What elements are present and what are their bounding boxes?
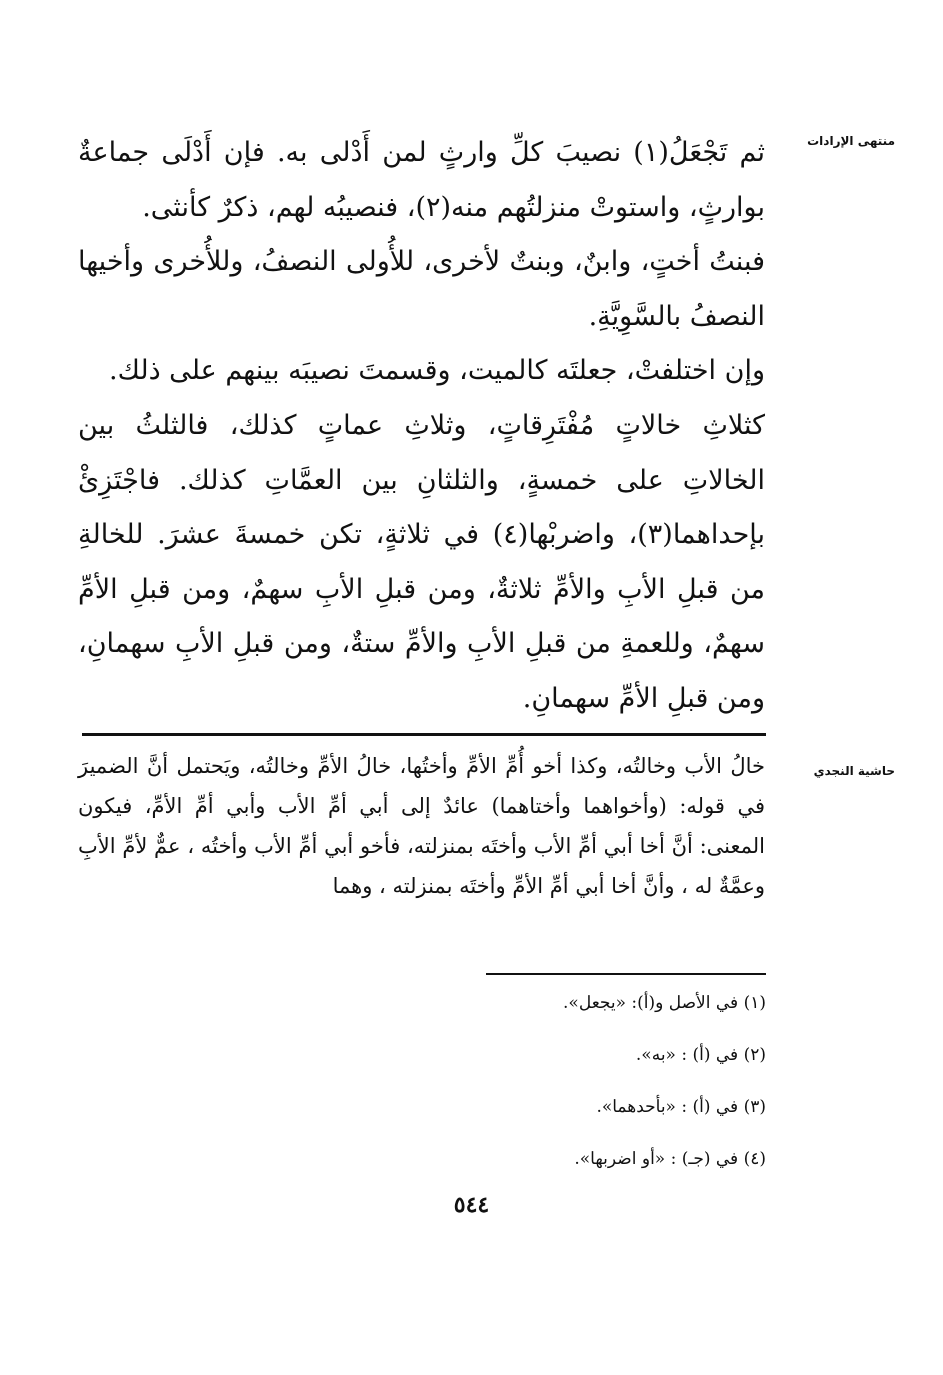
- main-paragraph-3: وإن اختلفتْ، جعلتَه كالميت، وقسمتَ نصيبَه بينهم على ذلك.: [109, 355, 765, 387]
- main-paragraph-1: ثم تَجْعَلُ(١) نصيبَ كلِّ وارثٍ لمن أَدْلى به. فإن أَدْلَى جماعةٌ بوارثٍ، واستوتْ منزلتُهم منه(٢)، فنصيبُه لهم، ذكرٌ كأنثى.: [78, 137, 765, 223]
- footnotes: [300, 990, 766, 1198]
- commentary-label: حاشية النجدي: [813, 764, 895, 778]
- main-paragraph-4: كثلاثِ خالاتٍ مُفْتَرِقاتٍ، وثلاثِ عماتٍ كذلك، فالثلثُ بين الخالاتِ على خمسةٍ، والثلثانِ بين العمَّاتِ كذلك. فاجْتَزِئْ بإحداهما(٣)، واضربْها(٤) في ثلاثةٍ، تكن خمسةَ عشرَ. للخالةِ من قبلِ الأبِ والأمِّ ثلاثةٌ، ومن قبلِ الأبِ سهمٌ، ومن قبلِ الأمِّ سهمٌ، وللعمةِ من قبلِ الأبِ والأمِّ ستةٌ، ومن قبلِ الأبِ سهمانِ، ومن قبلِ الأمِّ سهمانِ.: [78, 409, 766, 714]
- footnote-divider: [486, 973, 766, 975]
- page-number: ٥٤٤: [453, 1192, 490, 1218]
- footnote-2: (٢) في (أ) : «به».: [635, 1045, 766, 1065]
- main-paragraph-2: فبنتُ أختٍ، وابنٌ، وبنتٌ لأخرى، للأُولى النصفُ، وللأُخرى وأخيها النصفُ بالسَّوِيَّةِ.: [78, 246, 765, 332]
- footnote-1: (١) في الأصل و(أ): «يجعل».: [563, 993, 766, 1013]
- book-title-label: منتهى الإرادات: [807, 134, 895, 148]
- footnote-3: (٣) في (أ) : «بأحدهما».: [596, 1097, 766, 1117]
- main-text: [78, 126, 765, 727]
- footnote-4: (٤) في (جـ) : «أو اضربها».: [574, 1149, 766, 1169]
- commentary-paragraph: خالُ الأب وخالتُه، وكذا أخو أُمِّ الأمِّ وأختُها، خالُ الأمِّ وخالتُه، ويَحتمل أنَّ الضميرَ في قوله: (وأخواهما وأختاهما) عائدٌ إلى أبي أمِّ الأب وأبي أمِّ الأمِّ، فيكون المعنى: أنَّ أخا أبي أمِّ الأب وأختَه بمنزلته، فأخو أبي أمِّ الأب وأختُه ، عمٌّ لأمِّ الأبِ وعمَّةٌ له ، وأنَّ أخا أبي أمِّ الأمِّ وأختَه بمنزلته ، وهما: [78, 754, 765, 898]
- commentary-text: [78, 746, 765, 906]
- section-divider: [82, 733, 766, 736]
